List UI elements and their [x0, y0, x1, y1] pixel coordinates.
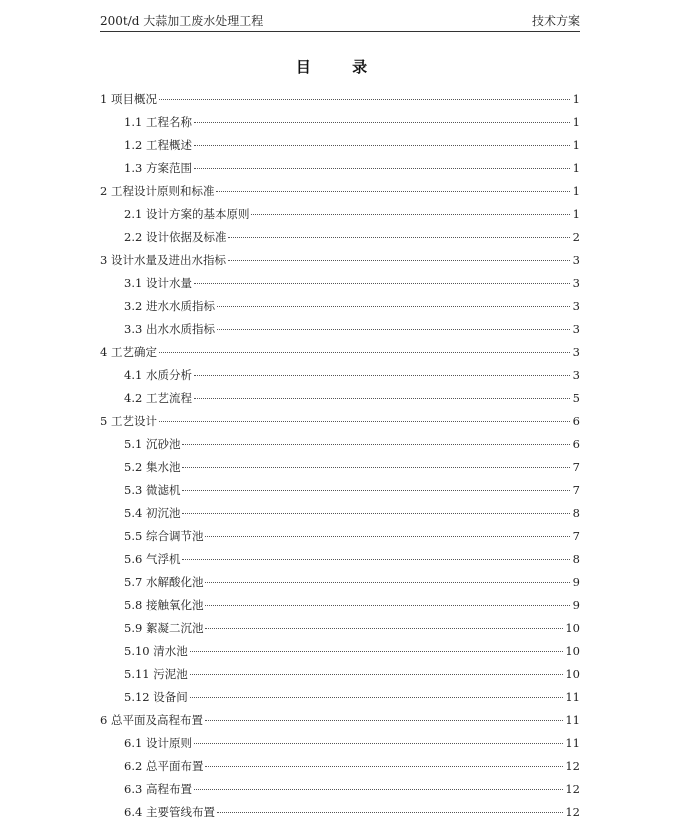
toc-dot-leader	[251, 214, 570, 215]
toc-entry-label: 2 工程设计原则和标准	[100, 184, 215, 198]
header-project-title: 200t/d 大蒜加工废水处理工程	[100, 13, 264, 28]
toc-page-number: 10	[565, 621, 580, 635]
toc-entry-label: 6.2 总平面布置	[124, 759, 204, 773]
toc-section-entry[interactable]	[100, 433, 580, 456]
toc-dot-leader	[182, 467, 570, 468]
toc-page-number: 10	[565, 644, 580, 658]
toc-entry-label: 5.2 集水池	[124, 460, 181, 474]
toc-entry-label: 5.4 初沉池	[124, 506, 181, 520]
toc-section-entry[interactable]	[100, 686, 580, 709]
toc-chapter-entry[interactable]	[100, 249, 580, 272]
toc-dot-leader	[182, 490, 570, 491]
toc-dot-leader	[159, 99, 570, 100]
toc-page-number: 7	[572, 483, 580, 497]
toc-heading: 目 录	[295, 58, 386, 76]
toc-page-number: 3	[572, 345, 580, 359]
toc-entry-label: 5.8 接触氧化池	[124, 598, 204, 612]
toc-dot-leader	[194, 283, 570, 284]
toc-dot-leader	[205, 536, 570, 537]
toc-section-entry[interactable]	[100, 801, 580, 824]
toc-dot-leader	[205, 766, 563, 767]
toc-chapter-entry[interactable]	[100, 180, 580, 203]
header-doc-type: 技术方案	[531, 13, 580, 28]
toc-page-number: 11	[565, 736, 580, 750]
toc-chapter-entry[interactable]	[100, 410, 580, 433]
toc-dot-leader	[159, 421, 570, 422]
toc-entry-label: 5 工艺设计	[100, 414, 157, 428]
table-of-contents	[100, 88, 580, 824]
toc-section-entry[interactable]	[100, 387, 580, 410]
toc-section-entry[interactable]	[100, 594, 580, 617]
toc-entry-label: 3 设计水量及进出水指标	[100, 253, 226, 267]
toc-section-entry[interactable]	[100, 732, 580, 755]
toc-entry-label: 5.12 设备间	[124, 690, 188, 704]
toc-section-entry[interactable]	[100, 525, 580, 548]
toc-entry-label: 4 工艺确定	[100, 345, 157, 359]
toc-chapter-entry[interactable]	[100, 341, 580, 364]
toc-dot-leader	[182, 513, 570, 514]
toc-page-number: 12	[565, 805, 580, 819]
toc-page-number: 3	[572, 276, 580, 290]
toc-dot-leader	[194, 168, 570, 169]
toc-dot-leader	[205, 582, 570, 583]
toc-dot-leader	[216, 191, 570, 192]
toc-dot-leader	[217, 306, 570, 307]
toc-page-number: 1	[572, 184, 580, 198]
toc-page-number: 10	[565, 667, 580, 681]
toc-section-entry[interactable]	[100, 111, 580, 134]
toc-page-number: 11	[565, 713, 580, 727]
toc-page-number: 11	[565, 690, 580, 704]
toc-entry-label: 1.3 方案范围	[124, 161, 192, 175]
toc-entry-label: 1.2 工程概述	[124, 138, 192, 152]
toc-section-entry[interactable]	[100, 617, 580, 640]
toc-dot-leader	[194, 743, 563, 744]
toc-section-entry[interactable]	[100, 456, 580, 479]
toc-page-number: 12	[565, 782, 580, 796]
toc-entry-label: 5.3 微滤机	[124, 483, 181, 497]
toc-section-entry[interactable]	[100, 502, 580, 525]
toc-entry-label: 4.1 水质分析	[124, 368, 192, 382]
toc-page-number: 8	[572, 506, 580, 520]
toc-page-number: 3	[572, 253, 580, 267]
toc-dot-leader	[159, 352, 570, 353]
toc-dot-leader	[194, 145, 570, 146]
toc-entry-label: 2.2 设计依据及标准	[124, 230, 227, 244]
toc-entry-label: 5.1 沉砂池	[124, 437, 181, 451]
toc-dot-leader	[205, 605, 570, 606]
toc-section-entry[interactable]	[100, 295, 580, 318]
toc-page-number: 3	[572, 299, 580, 313]
toc-dot-leader	[205, 720, 563, 721]
toc-page-number: 1	[572, 161, 580, 175]
toc-page-number: 5	[572, 391, 580, 405]
toc-entry-label: 5.9 絮凝二沉池	[124, 621, 204, 635]
toc-page-number: 1	[572, 92, 580, 106]
toc-dot-leader	[194, 789, 563, 790]
toc-entry-label: 3.1 设计水量	[124, 276, 192, 290]
toc-entry-label: 4.2 工艺流程	[124, 391, 192, 405]
page-header	[100, 10, 580, 32]
toc-entry-label: 5.11 污泥池	[124, 667, 188, 681]
toc-section-entry[interactable]	[100, 226, 580, 249]
toc-entry-label: 1.1 工程名称	[124, 115, 192, 129]
toc-entry-label: 6.3 高程布置	[124, 782, 192, 796]
toc-entry-label: 6.4 主要管线布置	[124, 805, 215, 819]
toc-entry-label: 3.3 出水水质指标	[124, 322, 215, 336]
toc-section-entry[interactable]	[100, 318, 580, 341]
toc-section-entry[interactable]	[100, 364, 580, 387]
toc-entry-label: 5.6 气浮机	[124, 552, 181, 566]
toc-page-number: 12	[565, 759, 580, 773]
toc-page-number: 3	[572, 368, 580, 382]
toc-dot-leader	[217, 812, 563, 813]
toc-page-number: 9	[572, 575, 580, 589]
toc-dot-leader	[205, 628, 563, 629]
toc-page-number: 6	[572, 414, 580, 428]
toc-section-entry[interactable]	[100, 203, 580, 226]
toc-entry-label: 3.2 进水水质指标	[124, 299, 215, 313]
toc-page-number: 1	[572, 207, 580, 221]
toc-section-entry[interactable]	[100, 755, 580, 778]
toc-page-number: 8	[572, 552, 580, 566]
toc-dot-leader	[194, 375, 570, 376]
toc-chapter-entry[interactable]	[100, 88, 580, 111]
toc-section-entry[interactable]	[100, 571, 580, 594]
toc-chapter-entry[interactable]	[100, 709, 580, 732]
toc-entry-label: 5.7 水解酸化池	[124, 575, 204, 589]
toc-page-number: 1	[572, 115, 580, 129]
toc-entry-label: 6 总平面及高程布置	[100, 713, 203, 727]
toc-section-entry[interactable]	[100, 157, 580, 180]
toc-section-entry[interactable]	[100, 272, 580, 295]
toc-page-number: 7	[572, 529, 580, 543]
toc-section-entry[interactable]	[100, 663, 580, 686]
toc-section-entry[interactable]	[100, 479, 580, 502]
toc-section-entry[interactable]	[100, 640, 580, 663]
toc-dot-leader	[194, 398, 570, 399]
toc-page-number: 6	[572, 437, 580, 451]
toc-entry-label: 2.1 设计方案的基本原则	[124, 207, 250, 221]
toc-dot-leader	[182, 444, 570, 445]
toc-page-number: 9	[572, 598, 580, 612]
toc-entry-label: 5.5 综合调节池	[124, 529, 204, 543]
toc-dot-leader	[228, 260, 570, 261]
toc-dot-leader	[228, 237, 570, 238]
toc-entry-label: 5.10 清水池	[124, 644, 188, 658]
toc-dot-leader	[190, 651, 564, 652]
toc-page-number: 7	[572, 460, 580, 474]
toc-page-number: 1	[572, 138, 580, 152]
toc-entry-label: 1 项目概况	[100, 92, 157, 106]
toc-section-entry[interactable]	[100, 778, 580, 801]
toc-dot-leader	[194, 122, 570, 123]
toc-section-entry[interactable]	[100, 548, 580, 571]
toc-dot-leader	[182, 559, 570, 560]
toc-dot-leader	[217, 329, 570, 330]
toc-dot-leader	[190, 674, 564, 675]
toc-entry-label: 6.1 设计原则	[124, 736, 192, 750]
toc-dot-leader	[190, 697, 564, 698]
toc-page-number: 3	[572, 322, 580, 336]
toc-page-number: 2	[572, 230, 580, 244]
toc-section-entry[interactable]	[100, 134, 580, 157]
